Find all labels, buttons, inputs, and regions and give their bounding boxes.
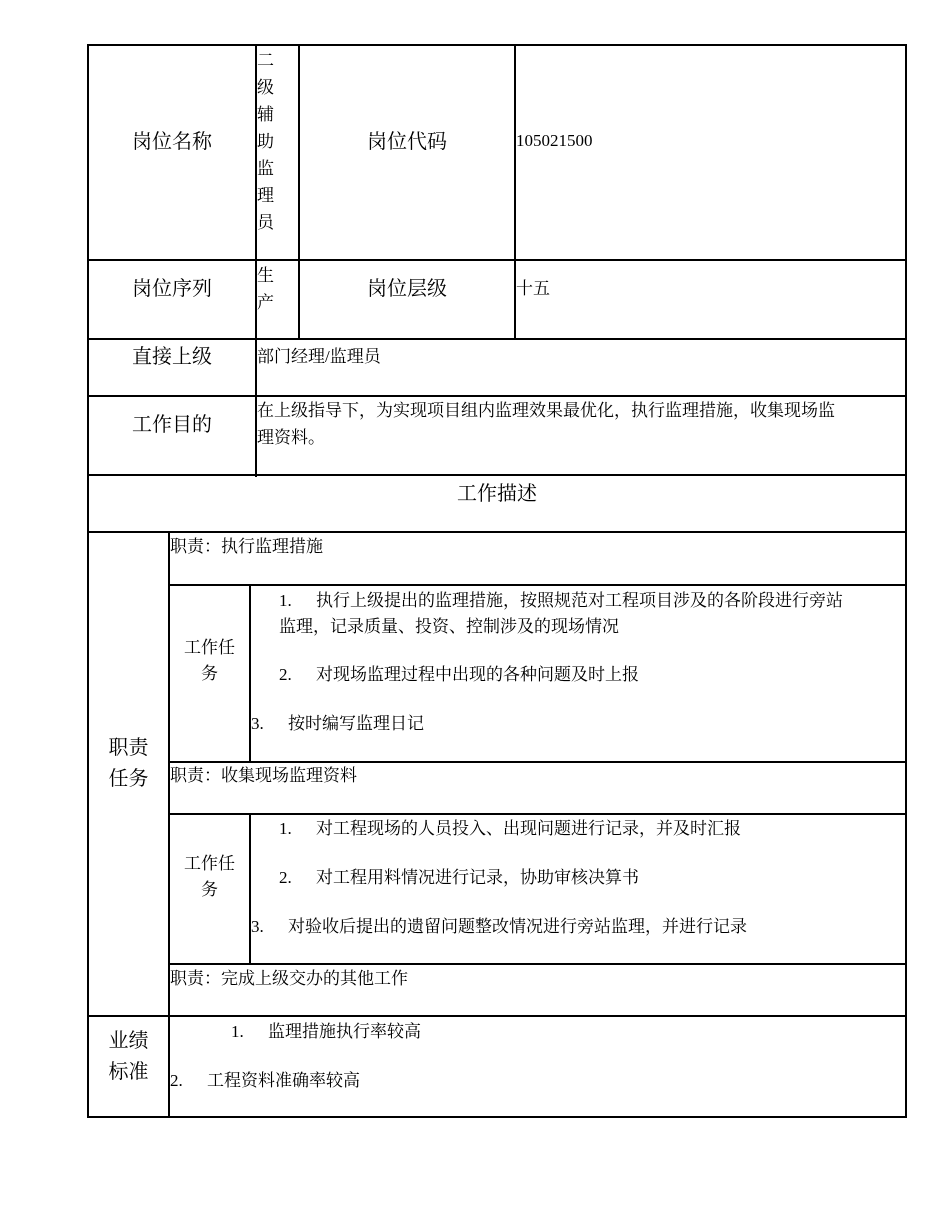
post-code-label: 岗位代码 xyxy=(367,131,447,153)
task-label-line2: 务 xyxy=(201,664,218,683)
performance-item-num: 2. xyxy=(170,1071,183,1090)
post-level-label: 岗位层级 xyxy=(367,278,447,300)
row-divider xyxy=(87,338,907,340)
duty-title: 职责：完成上级交办的其他工作 xyxy=(170,969,408,988)
duties-label-line1: 职责 xyxy=(108,737,149,759)
table-border-bottom xyxy=(87,1116,907,1118)
row-divider xyxy=(87,395,907,397)
purpose-value-line2: 理资料。 xyxy=(257,428,325,447)
row-divider xyxy=(168,963,907,965)
section-title: 工作描述 xyxy=(457,483,537,505)
performance-label-line1: 业绩 xyxy=(108,1030,149,1052)
row-divider xyxy=(87,259,907,261)
task-item-num: 2. xyxy=(279,868,292,887)
post-seq-value: 生产 xyxy=(257,266,274,312)
post-code-value: 105021500 xyxy=(516,131,593,150)
task-item-text: 对工程现场的人员投入、出现问题进行记录，并及时汇报 xyxy=(316,819,741,838)
col-divider xyxy=(249,813,251,965)
duty-title: 职责：执行监理措施 xyxy=(170,537,323,556)
task-item-num: 3. xyxy=(251,714,264,733)
task-item-text-cont: 监理，记录质量、投资、控制涉及的现场情况 xyxy=(279,617,619,636)
table-border-top xyxy=(87,44,907,46)
task-label-line1: 工作任 xyxy=(184,638,235,657)
task-item-text: 对工程用料情况进行记录，协助审核决算书 xyxy=(316,868,639,887)
superior-value: 部门经理/监理员 xyxy=(257,347,381,366)
col-divider xyxy=(168,531,170,1118)
row-divider xyxy=(87,531,907,533)
row-divider xyxy=(87,1015,907,1017)
post-seq-label: 岗位序列 xyxy=(132,278,212,300)
row-divider xyxy=(87,474,907,476)
superior-label: 直接上级 xyxy=(132,346,212,368)
task-label-line1: 工作任 xyxy=(184,854,235,873)
task-item-num: 1. xyxy=(279,591,292,610)
performance-label-line2: 标准 xyxy=(108,1061,149,1083)
table-border-right xyxy=(905,44,907,1118)
performance-item-text: 监理措施执行率较高 xyxy=(268,1022,421,1041)
task-item-num: 1. xyxy=(279,819,292,838)
row-divider xyxy=(168,584,907,586)
performance-item-num: 1. xyxy=(231,1022,244,1041)
post-name-label: 岗位名称 xyxy=(132,131,212,153)
task-item-text: 对现场监理过程中出现的各种问题及时上报 xyxy=(316,665,639,684)
purpose-label: 工作目的 xyxy=(132,414,212,436)
duties-label-line2: 任务 xyxy=(108,768,149,790)
task-item-num: 3. xyxy=(251,917,264,936)
purpose-value-line1: 在上级指导下，为实现项目组内监理效果最优化，执行监理措施，收集现场监 xyxy=(257,401,835,420)
row-divider xyxy=(168,813,907,815)
performance-item-text: 工程资料准确率较高 xyxy=(207,1071,360,1090)
task-item-text: 执行上级提出的监理措施，按照规范对工程项目涉及的各阶段进行旁站 xyxy=(316,591,843,610)
duty-title: 职责：收集现场监理资料 xyxy=(170,766,357,785)
task-item-num: 2. xyxy=(279,665,292,684)
task-label-line2: 务 xyxy=(201,880,218,899)
task-item-text: 对验收后提出的遗留问题整改情况进行旁站监理，并进行记录 xyxy=(288,917,747,936)
table-border-left xyxy=(87,44,89,1118)
task-item-text: 按时编写监理日记 xyxy=(288,714,424,733)
post-name-value: 二级辅助监理员 xyxy=(257,51,274,232)
post-level-value: 十五 xyxy=(516,279,550,298)
